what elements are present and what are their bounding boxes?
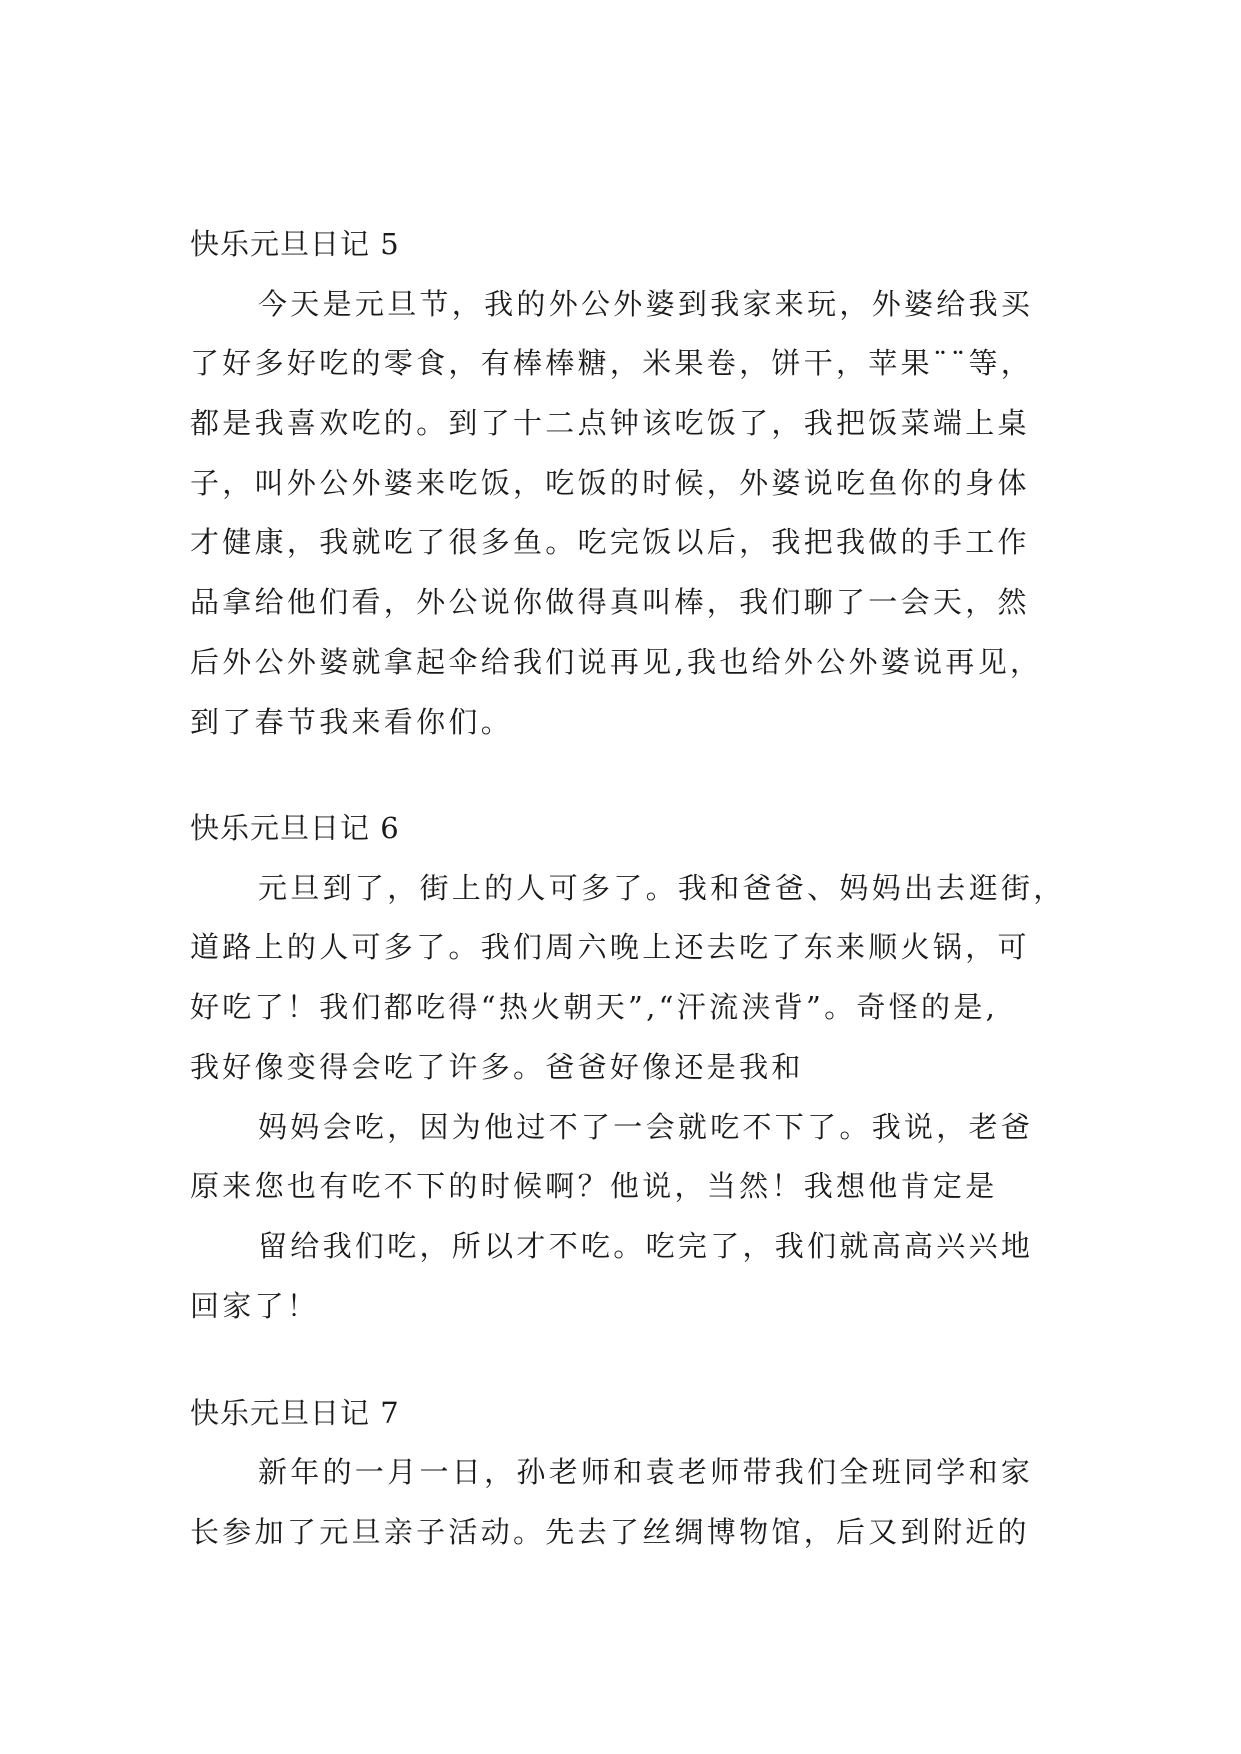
paragraph-line: 新年的一月一日，孙老师和袁老师带我们全班同学和家 — [258, 1455, 1034, 1489]
paragraph-line: 了好多好吃的零食，有棒棒糖，米果卷，饼干，苹果¨¨等， — [190, 346, 1034, 380]
paragraph-line: 子，叫外公外婆来吃饭，吃饭的时候，外婆说吃鱼你的身体 — [190, 466, 1030, 500]
paragraph-line: 后外公外婆就拿起伞给我们说再见,我也给外公外婆说再见， — [190, 645, 1043, 679]
paragraph-line: 我好像变得会吃了许多。爸爸好像还是我和 — [190, 1050, 804, 1084]
paragraph-line: 今天是元旦节，我的外公外婆到我家来玩，外婆给我买 — [258, 287, 1034, 321]
paragraph-line: 妈妈会吃，因为他过不了一会就吃不下了。我说，老爸 — [258, 1110, 1034, 1144]
paragraph-line: 到了春节我来看你们。 — [190, 705, 514, 739]
section-title: 快乐元旦日记 7 — [190, 1396, 400, 1430]
paragraph-line: 道路上的人可多了。我们周六晚上还去吃了东来顺火锅，可 — [190, 930, 1030, 964]
paragraph-line: 品拿给他们看，外公说你做得真叫棒，我们聊了一会天，然 — [190, 585, 1030, 619]
paragraph-line: 长参加了元旦亲子活动。先去了丝绸博物馆，后又到附近的 — [190, 1515, 1030, 1549]
paragraph-line: 才健康，我就吃了很多鱼。吃完饭以后，我把我做的手工作 — [190, 525, 1030, 559]
paragraph-line: 回家了！ — [190, 1289, 320, 1323]
paragraph-line: 元旦到了，街上的人可多了。我和爸爸、妈妈出去逛街， — [258, 871, 1066, 905]
section-title: 快乐元旦日记 5 — [190, 227, 400, 261]
paragraph-line: 好吃了！我们都吃得“热火朝天”,“汗流浃背”。奇怪的是, — [190, 990, 999, 1024]
paragraph-line: 都是我喜欢吃的。到了十二点钟该吃饭了，我把饭菜端上桌 — [190, 406, 1030, 440]
section-title: 快乐元旦日记 6 — [190, 811, 400, 845]
paragraph-line: 原来您也有吃不下的时候啊？他说，当然！我想他肯定是 — [190, 1169, 998, 1203]
paragraph-line: 留给我们吃，所以才不吃。吃完了，我们就高高兴兴地 — [258, 1229, 1034, 1263]
